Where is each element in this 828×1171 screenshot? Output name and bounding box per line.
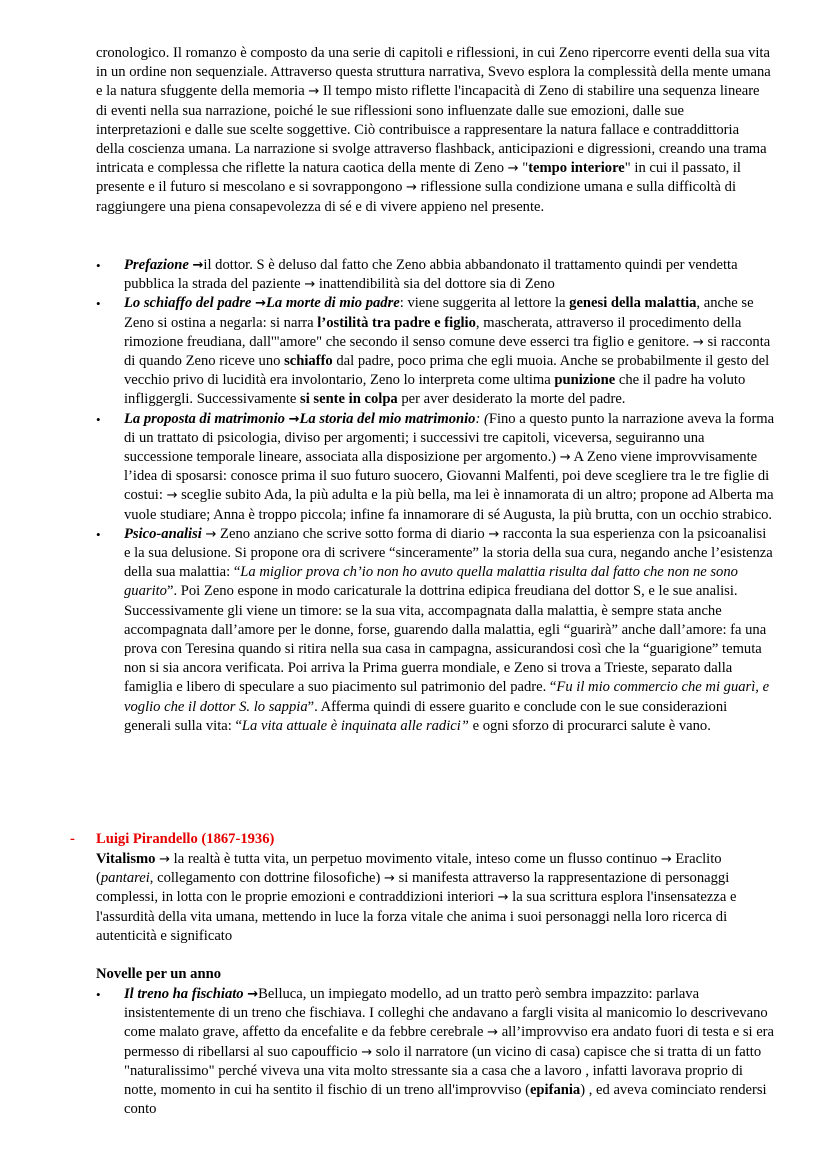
list-item-psico-analisi: [96, 525, 776, 736]
arrow-icon: →: [497, 890, 509, 906]
epifania-term: epifania: [529, 1082, 581, 1099]
arrow-icon: →: [384, 871, 395, 887]
item-text: Zeno anziano che scrive sotto forma di diario: [216, 525, 489, 542]
arrow-icon: →: [288, 411, 300, 427]
item-quote: La vita attuale è inquinata alle radici”: [241, 717, 469, 734]
intro-text-3: ": [518, 160, 529, 177]
arrow-icon: →: [304, 277, 316, 293]
item-text: A Zeno viene improvvisamente l’idea di sposarsi: conosce prima il suo futuro suocero, Giovanni Malfenti, poi deve scegliere tra le tre figlie di costui:: [124, 449, 770, 504]
item-text: e ogni sforzo di procurarci salute è vano.: [468, 717, 711, 734]
item-bold: l’ostilità tra padre e figlio: [317, 314, 476, 331]
item-text: inattendibilità sia del dottore sia di Zeno: [315, 276, 555, 293]
intro-text-4: " in cui il passato, il presente e il futuro si mescolano e si sovrappongono: [96, 160, 741, 196]
list-item-prefazione: [96, 256, 776, 294]
arrow-icon: →: [205, 526, 217, 542]
item-text: ”. Afferma quindi di essere guarito e conclude con le sue considerazioni generali sulla vita: “: [124, 698, 728, 734]
item-title: Psico-analisi: [124, 525, 202, 542]
item-text: sceglie subito Ada, la più adulta e la più bella, ma lei è innamorata di un altro; propone ad Alberta ma vuole studiare; Anna è troppo piccola; infine fa innamorare di sé Augusta, la più brutta, con un occhio strabico.: [124, 487, 774, 523]
pantarei-term: pantarei: [100, 870, 150, 887]
arrow-icon: →: [660, 852, 672, 867]
arrow-icon: →: [255, 296, 266, 312]
intro-text-2: Il tempo misto riflette l'incapacità di Zeno di stabilire una sequenza lineare di eventi nella sua narrazione, poiché le sue riflessioni sono influenzate dalle sue emozioni, dalle sue interpretazioni e dalle sue scelte soggettive. Ciò contribuisce a rappresentare la natura fallace e contraddittoria della coscienza umana. La narrazione si svolge attraverso flashback, anticipazioni e digressioni, creando una trama intricata e complessa che riflette la natura caotica della mente di Zeno: [96, 83, 767, 177]
item-quote: La miglior prova ch’io non ho avuto quella malattia risulta dal fatto che non ne sono guarito: [124, 564, 738, 600]
list-item-matrimonio: [96, 410, 776, 525]
intro-text-5: riflessione sulla condizione umana e sulla difficoltà di raggiungere una piena consapevolezza di sé e di vivere appieno nel presente.: [96, 179, 737, 215]
vitalismo-paragraph: [96, 850, 776, 946]
item-text: il dottor. S è deluso dal fatto che Zeno abbia abbandonato il trattamento quindi per vendetta pubblica la strada del paziente: [124, 257, 738, 293]
arrow-icon: →: [192, 258, 204, 273]
arrow-icon: →: [507, 161, 519, 177]
vitalismo-text: la sua scrittura esplora l'insensatezza e l'assurdità della vita umana, mettendo in luce la forza vitale che anima i suoi personaggi nella loro ricerca di autenticità e significato: [96, 889, 737, 944]
item-text: Fino a questo punto la narrazione aveva la forma di un trattato di psicologia, diviso per argomenti; i successivi tre capitoli, viceversa, seguiranno una successione temporale lineare, associata alla disposizione per argomento.): [124, 410, 775, 466]
item-italic: : (: [475, 410, 489, 427]
item-bold: si sente in colpa: [300, 391, 398, 408]
section-dash: -: [70, 831, 75, 847]
item-bold: punizione: [554, 372, 616, 389]
list-item-schiaffo: [96, 294, 776, 409]
item-title: La morte di mio padre: [265, 295, 400, 312]
vitalismo-label: Vitalismo: [96, 851, 156, 867]
item-text: dal padre, poco prima che egli muoia. Anche se probabilmente il gesto del vecchio privo di lucidità era involontario, Zeno lo interpreta come ultima: [124, 353, 770, 389]
arrow-icon: →: [692, 334, 704, 350]
item-text: racconta la sua esperienza con la psicoanalisi e la sua delusione. Si propone ora di scrivere “sinceramente” la storia della sua cura, negando anche l’esistenza della sua malattia: “: [124, 525, 773, 581]
arrow-icon: →: [247, 987, 259, 1002]
item-text: per aver desiderato la morte del padre.: [397, 391, 626, 408]
item-text: si racconta di quando Zeno riceve uno: [124, 333, 771, 370]
svevo-chapter-list: [96, 256, 776, 736]
arrow-icon: →: [487, 1025, 499, 1041]
arrow-icon: →: [166, 488, 178, 504]
arrow-icon: →: [488, 526, 500, 542]
intro-text-1: cronologico. Il romanzo è composto da una serie di capitoli e riflessioni, in cui Zeno ripercorre eventi della sua vita in un ordine non sequenziale. Attraverso questa struttura narrativa, Svevo esplora la complessità della mente umana e la natura sfuggente della memoria: [96, 45, 771, 100]
item-text: all’improvviso era andato fuori di testa e si era permesso di ribellarsi al suo capoufficio: [124, 1024, 775, 1060]
novelle-list: [96, 985, 776, 1119]
list-item-treno: [96, 985, 776, 1119]
vitalismo-text: Eraclito (: [96, 851, 722, 887]
item-text: solo il narratore (un vicino di casa) capisce che si tratta di un fatto "naturalissimo" perché viveva una vita molto stressante sia a casa che a lavoro , infatti lavorava proprio di notte, momento in cui ha sentito il fischio di un treno all'improvviso (: [124, 1043, 762, 1099]
item-title: Il treno ha fischiato: [124, 986, 248, 1002]
arrow-icon: →: [159, 852, 171, 867]
vitalismo-text: si manifesta attraverso la rappresentazione di personaggi complessi, in lotta con le proprie emozioni e contraddizioni interiori: [96, 870, 730, 906]
intro-paragraph: [96, 44, 771, 217]
item-text: che il padre ha voluto infliggergli. Successivamente: [124, 372, 746, 408]
item-title: La proposta di matrimonio: [124, 410, 289, 427]
item-text: ) , ed aveva cominciato rendersi conto: [124, 1082, 767, 1118]
arrow-icon: →: [559, 450, 571, 466]
vitalismo-text: la realtà è tutta vita, un perpetuo movimento vitale, inteso come un flusso continuo: [170, 851, 661, 867]
item-title: Lo schiaffo del padre: [124, 295, 256, 312]
arrow-icon: →: [361, 1044, 373, 1060]
vitalismo-text: , collegamento con dottrine filosofiche): [149, 870, 385, 887]
item-text: ”. Poi Zeno espone in modo caricaturale la dottrina edipica freudiana del dottor S, e le sue analisi. Successivamente gli viene un timore: se la sua vita, accompagnata dalla malattia, è sempre stata anche accompagnata dall’amore per le donne, forse, guarendo dalla malattia, egli “guarirà” anche dall’amore: fa una prova con Teresina quando si ritira nella sua casa in campagna, assicurandosi così che la “guarigione” temuta non si sia ancora verificata. Poi arriva la Prima guerra mondiale, e Zeno si trova a Trieste, separato dalla famiglia e libero di speculare a suo piacimento sul patrimonio del padre. “: [124, 583, 767, 696]
item-text: , anche se Zeno si ostina a negarla: si narra: [124, 295, 754, 331]
arrow-icon: →: [406, 180, 417, 196]
item-quote: Fu il mio commercio che mi guarì, e voglio che il dottor S. lo sappia: [124, 679, 770, 715]
item-text: : viene suggerita al lettore la: [399, 295, 570, 312]
pirandello-heading: Luigi Pirandello (1867-1936): [96, 831, 275, 847]
item-bold: schiaffo: [284, 353, 333, 370]
arrow-icon: →: [308, 84, 320, 100]
tempo-interiore-term: tempo interiore: [528, 160, 625, 177]
item-title: Prefazione: [124, 257, 193, 273]
item-text: Belluca, un impiegato modello, ad un tratto però sembra impazzito: parlava insistentemente di un treno che fischiava. I colleghi che andavano a fargli visita al manicomio lo descrivevano come malato grave, affetto da encefalite e da febbre cerebrale: [124, 986, 768, 1041]
novelle-heading: Novelle per un anno: [96, 966, 222, 982]
item-title: La storia del mio matrimonio: [299, 410, 476, 427]
item-bold: genesi della malattia: [569, 295, 697, 312]
item-text: , mascherata, attraverso il procedimento della rimozione freudiana, dall'"amore" che secondo il senso comune deve esserci tra figlio e genitore.: [124, 314, 742, 350]
